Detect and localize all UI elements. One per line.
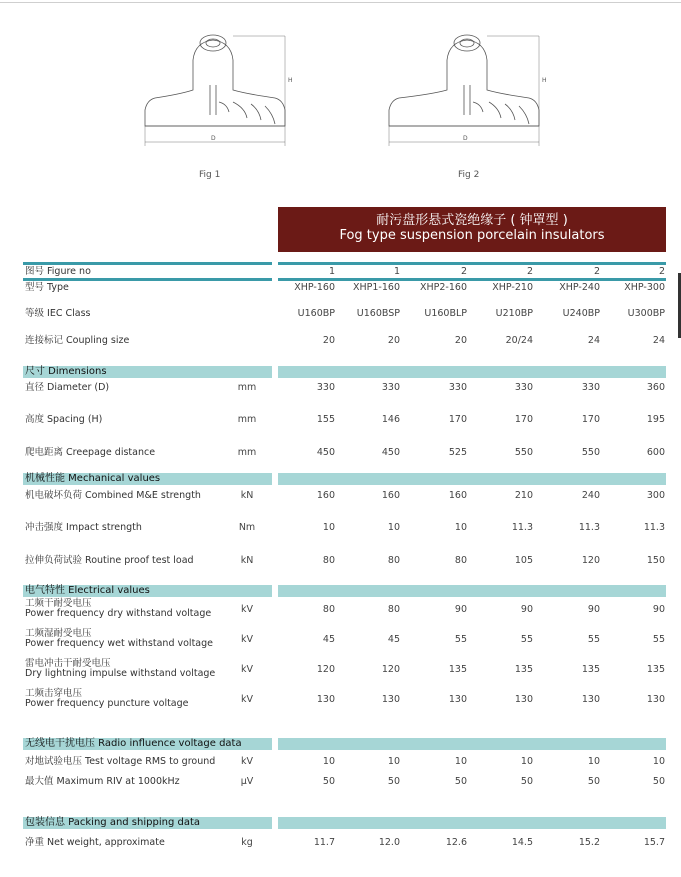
cell-proof-2: 80 [454,555,467,566]
top-rule [0,2,681,3]
cell-me-2: 160 [448,490,467,501]
cell-iec-2: U160BLP [424,308,467,319]
section-band-right [278,817,666,829]
cell-me-4: 240 [581,490,600,501]
row-label2-pfdry: Power frequency dry withstand voltage [25,608,212,619]
row-label-puncture: 工频击穿电压 [25,688,83,699]
row-unit-diameter: mm [237,382,257,393]
cell-impact-1: 10 [387,522,400,533]
row-unit-proof: kN [240,555,254,566]
row-unit-weight: kg [241,837,253,848]
cell-creepage-4: 550 [581,447,600,458]
cell-rivmax-2: 50 [454,776,467,787]
section-band-right [278,585,666,597]
section-title-riv: 无线电干扰电压 Radio influence voltage data [25,738,242,749]
section-title-dimensions: 尺寸 Dimensions [25,366,107,377]
cell-puncture-2: 130 [448,694,467,705]
row-label-weight: 净重 Net weight, approximate [25,837,165,848]
row-unit-spacing: mm [237,414,257,425]
row-unit-impact: Nm [238,522,256,533]
cell-puncture-3: 130 [514,694,533,705]
row-unit-me: kN [240,490,254,501]
header-rule-left [23,262,272,265]
cell-spacing-5: 195 [646,414,665,425]
cell-pfwet-1: 45 [387,634,400,645]
cell-iec-4: U240BP [562,308,600,319]
cell-pfwet-3: 55 [520,634,533,645]
row-unit-puncture: kV [240,694,253,705]
cell-impact-3: 11.3 [511,522,533,533]
row-label2-lightning: Dry lightning impulse withstand voltage [25,668,216,679]
row-label-coupling: 连接标记 Coupling size [25,335,130,346]
section-band-right [278,738,666,750]
row-label-type: 型号 Type [25,282,69,293]
fig2-d-label: D [463,135,468,142]
cell-spacing-3: 170 [514,414,533,425]
cell-weight-1: 12.0 [378,837,400,848]
cell-creepage-2: 525 [448,447,467,458]
cell-rivmax-1: 50 [387,776,400,787]
cell-iec-0: U160BP [297,308,335,319]
cell-spacing-0: 155 [316,414,335,425]
cell-figure-1: 1 [393,266,400,277]
section-title-electrical: 电气特性 Electrical values [25,585,150,596]
cell-pfwet-2: 55 [454,634,467,645]
section-band-right [278,473,666,485]
cell-pfdry-3: 90 [520,604,533,615]
cell-proof-5: 150 [646,555,665,566]
cell-lightning-2: 135 [448,664,467,675]
cell-creepage-5: 600 [646,447,665,458]
cell-weight-4: 15.2 [578,837,600,848]
cell-me-5: 300 [646,490,665,501]
row-unit-lightning: kV [240,664,253,675]
cell-rivmax-5: 50 [652,776,665,787]
cell-proof-3: 105 [514,555,533,566]
cell-me-0: 160 [316,490,335,501]
cell-pfdry-5: 90 [652,604,665,615]
row-unit-pfdry: kV [240,604,253,615]
row-unit-creepage: mm [237,447,257,458]
cell-spacing-1: 146 [381,414,400,425]
fig2-h-label: H [542,77,547,84]
row-label-iec: 等级 IEC Class [25,308,91,319]
cell-diameter-0: 330 [316,382,335,393]
row-unit-rivmax: μV [240,776,254,787]
cell-impact-4: 11.3 [578,522,600,533]
cell-puncture-4: 130 [581,694,600,705]
row-label-rivmax: 最大值 Maximum RIV at 1000kHz [25,776,180,787]
cell-impact-2: 10 [454,522,467,533]
fig1-d-label: D [211,135,216,142]
table-title-cn: 耐污盘形悬式瓷绝缘子 ( 钟罩型 ) [376,213,568,228]
cell-figure-0: 1 [328,266,335,277]
cell-lightning-0: 120 [316,664,335,675]
cell-rivtest-3: 10 [520,756,533,767]
cell-type-4: XHP-240 [559,282,600,293]
cell-pfdry-4: 90 [587,604,600,615]
cell-pfwet-5: 55 [652,634,665,645]
cell-weight-5: 15.7 [643,837,665,848]
cell-coupling-0: 20 [322,335,335,346]
cell-proof-4: 120 [581,555,600,566]
cell-weight-2: 12.6 [445,837,467,848]
cell-rivtest-4: 10 [587,756,600,767]
cell-diameter-5: 360 [646,382,665,393]
cell-puncture-5: 130 [646,694,665,705]
cell-coupling-4: 24 [587,335,600,346]
cell-pfdry-0: 80 [322,604,335,615]
cell-diameter-1: 330 [381,382,400,393]
cell-rivmax-0: 50 [322,776,335,787]
insulator-drawing-fig1 [135,30,305,155]
cell-coupling-5: 24 [652,335,665,346]
table-title-en: Fog type suspension porcelain insulators [339,228,605,243]
cell-lightning-4: 135 [581,664,600,675]
cell-lightning-1: 120 [381,664,400,675]
row-label-rivtest: 对地试验电压 Test voltage RMS to ground [25,756,216,767]
cell-creepage-0: 450 [316,447,335,458]
cell-pfwet-4: 55 [587,634,600,645]
cell-rivtest-2: 10 [454,756,467,767]
cell-rivtest-0: 10 [322,756,335,767]
cell-puncture-1: 130 [381,694,400,705]
section-band-right [278,366,666,378]
row-label2-puncture: Power frequency puncture voltage [25,698,189,709]
row-unit-rivtest: kV [240,756,253,767]
cell-pfdry-1: 80 [387,604,400,615]
cell-figure-4: 2 [593,266,600,277]
cell-proof-0: 80 [322,555,335,566]
cell-rivmax-3: 50 [520,776,533,787]
cell-weight-3: 14.5 [511,837,533,848]
cell-type-2: XHP2-160 [420,282,467,293]
cell-lightning-5: 135 [646,664,665,675]
fig2-caption: Fig 2 [458,170,480,180]
cell-proof-1: 80 [387,555,400,566]
cell-coupling-1: 20 [387,335,400,346]
cell-diameter-2: 330 [448,382,467,393]
cell-impact-0: 10 [322,522,335,533]
row-label-lightning: 雷电冲击干耐受电压 [25,658,111,669]
cell-lightning-3: 135 [514,664,533,675]
row-label2-pfwet: Power frequency wet withstand voltage [25,638,213,649]
cell-creepage-3: 550 [514,447,533,458]
cell-rivmax-4: 50 [587,776,600,787]
cell-rivtest-1: 10 [387,756,400,767]
insulator-drawing-fig2 [385,30,555,155]
cell-creepage-1: 450 [381,447,400,458]
header-rule-right [278,278,666,281]
cell-spacing-2: 170 [448,414,467,425]
row-label-me: 机电破坏负荷 Combined M&E strength [25,490,201,501]
cell-weight-0: 11.7 [313,837,335,848]
row-label-pfdry: 工频干耐受电压 [25,598,92,609]
cell-diameter-4: 330 [581,382,600,393]
cell-coupling-3: 20/24 [505,335,533,346]
cell-type-3: XHP-210 [492,282,533,293]
cell-iec-1: U160BSP [356,308,400,319]
cell-spacing-4: 170 [581,414,600,425]
table-title-box [278,207,666,252]
cell-rivtest-5: 10 [652,756,665,767]
row-label-spacing: 高度 Spacing (H) [25,414,103,425]
header-rule-left [23,278,272,281]
cell-type-0: XHP-160 [294,282,335,293]
cell-coupling-2: 20 [454,335,467,346]
cell-me-3: 210 [514,490,533,501]
cell-pfdry-2: 90 [454,604,467,615]
header-rule-right [278,262,666,265]
cell-iec-3: U210BP [495,308,533,319]
cell-figure-3: 2 [526,266,533,277]
fig1-h-label: H [288,77,293,84]
cell-iec-5: U300BP [627,308,665,319]
row-label-pfwet: 工频湿耐受电压 [25,628,92,639]
row-label-diameter: 直径 Diameter (D) [25,382,110,393]
cell-impact-5: 11.3 [643,522,665,533]
cell-figure-5: 2 [658,266,665,277]
section-title-packing: 包装信息 Packing and shipping data [25,817,200,828]
cell-me-1: 160 [381,490,400,501]
row-label-proof: 拉伸负荷试验 Routine proof test load [25,555,194,566]
cell-type-1: XHP1-160 [353,282,400,293]
cell-figure-2: 2 [460,266,467,277]
section-title-mechanical: 机械性能 Mechanical values [25,473,161,484]
row-label-creepage: 爬电距离 Creepage distance [25,447,156,458]
fig1-caption: Fig 1 [199,170,221,180]
row-unit-pfwet: kV [240,634,253,645]
row-label-impact: 冲击强度 Impact strength [25,522,142,533]
cell-puncture-0: 130 [316,694,335,705]
cell-type-5: XHP-300 [624,282,665,293]
row-label-figure: 图号 Figure no [25,266,91,277]
cell-pfwet-0: 45 [322,634,335,645]
cell-diameter-3: 330 [514,382,533,393]
